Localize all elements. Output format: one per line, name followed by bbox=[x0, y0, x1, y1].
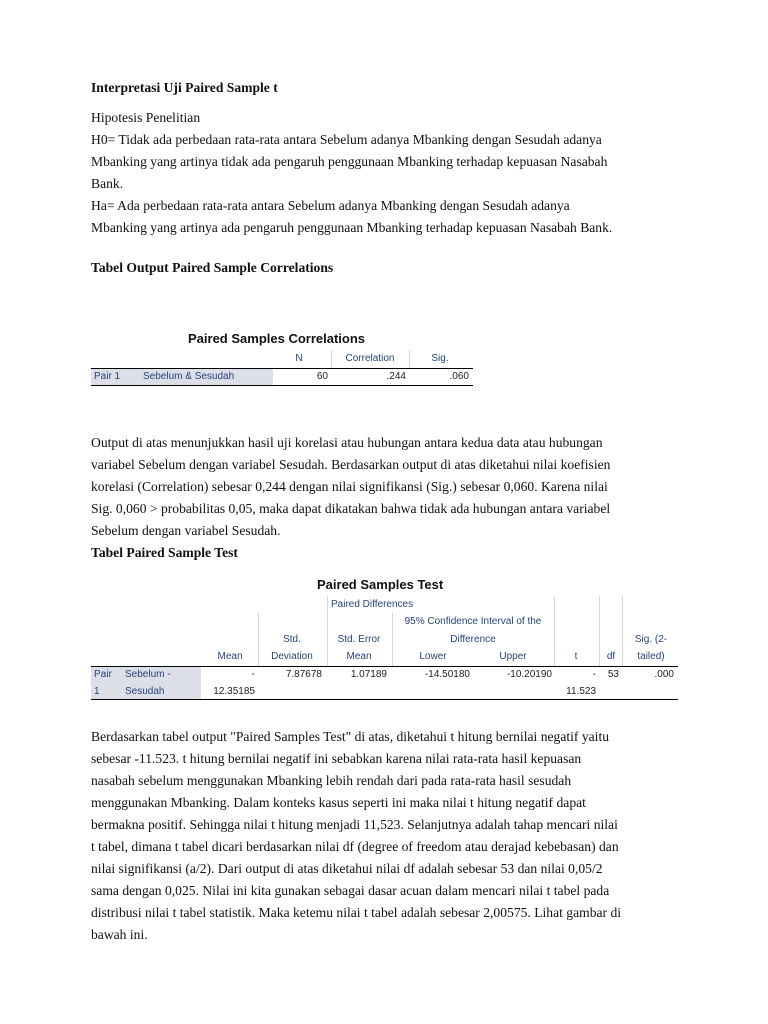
cell-correlation: .244 bbox=[386, 371, 406, 382]
ci-header-line1: 95% Confidence Interval of the bbox=[404, 616, 542, 627]
cell-sig: .060 bbox=[449, 371, 469, 382]
table-rule bbox=[91, 699, 678, 700]
col-header-mean: Mean bbox=[217, 651, 243, 662]
paragraph-line: menggunakan Mbanking. Dalam konteks kasus seperti ini maka nilai t hitung negatif dapat bbox=[91, 795, 586, 810]
hypothesis-line: Mbanking yang artinya tidak ada pengaruh penggunaan Mbanking terhadap kepuasan Nasabah bbox=[91, 154, 608, 169]
paragraph-line: sama dengan 0,025. Nilai ini kita gunakan sebagai dasar acuan dalam mencari nilai t tabel pada bbox=[91, 883, 610, 898]
row-variable-label-line1: Sebelum - bbox=[125, 669, 171, 680]
col-header-n: N bbox=[295, 353, 303, 364]
cell-upper: -10.20190 bbox=[506, 669, 552, 680]
cell-std-error: 1.07189 bbox=[350, 669, 387, 680]
paragraph-line: nasabah sebelum menggunakan Mbanking lebih rendah dari pada rata-rata hasil sesudah bbox=[91, 773, 572, 788]
paragraph-line: nilai signifikansi (a/2). Dari output di atas diketahui nilai df adalah sebesar 53 dan nilai 0,05/2 bbox=[91, 861, 603, 876]
ci-header-line2: Difference bbox=[450, 634, 496, 645]
grid-line bbox=[392, 613, 393, 666]
col-header-correlation: Correlation bbox=[345, 353, 395, 364]
hypothesis-line: Ha= Ada perbedaan rata-rata antara Sebelum adanya Mbanking dengan Sesudah adanya bbox=[91, 198, 570, 213]
cell-mean-line2: 12.35185 bbox=[213, 686, 255, 697]
row-pair-label-line2: 1 bbox=[94, 686, 100, 697]
cell-t-line2: 11.523 bbox=[566, 686, 596, 697]
section-heading-correlations: Tabel Output Paired Sample Correlations bbox=[91, 260, 334, 275]
grid-line bbox=[258, 613, 259, 666]
paragraph-line: t tabel, dimana t tabel dicari berdasarkan nilai df (degree of freedom atau derajad kebebasan) dan bbox=[91, 839, 619, 854]
paragraph-line: Sig. 0,060 > probabilitas 0,05, maka dapat dikatakan bahwa tidak ada hubungan antara variabel bbox=[91, 501, 611, 516]
col-header-std-deviation-line2: Deviation bbox=[271, 651, 313, 662]
col-header-t: t bbox=[574, 651, 578, 662]
document-heading: Interpretasi Uji Paired Sample t bbox=[91, 80, 278, 95]
cell-lower: -14.50180 bbox=[424, 669, 470, 680]
cell-sig: .000 bbox=[654, 669, 674, 680]
col-header-sig: Sig. bbox=[431, 353, 449, 364]
col-header-std-deviation-line1: Std. bbox=[283, 634, 301, 645]
correlations-table-title: Paired Samples Correlations bbox=[188, 331, 366, 346]
row-variable-label: Sebelum & Sesudah bbox=[143, 371, 235, 382]
col-header-lower: Lower bbox=[419, 651, 447, 662]
paragraph-line: Berdasarkan tabel output "Paired Samples Test" di atas, diketahui t hitung bernilai negatif yaitu bbox=[91, 729, 610, 744]
grid-line bbox=[327, 596, 328, 666]
paragraph-line: variabel Sebelum dengan variabel Sesudah. Berdasarkan output di atas diketahui nilai koefisien bbox=[91, 457, 611, 472]
hypothesis-line: Bank. bbox=[91, 176, 124, 191]
hypothesis-line: H0= Tidak ada perbedaan rata-rata antara Sebelum adanya Mbanking dengan Sesudah adanya bbox=[91, 132, 602, 147]
cell-df: 53 bbox=[607, 669, 619, 680]
col-header-upper: Upper bbox=[499, 651, 527, 662]
paragraph-line: korelasi (Correlation) sebesar 0,244 dengan nilai signifikansi (Sig.) sebesar 0,060. Karena nilai bbox=[91, 479, 608, 494]
grid-line bbox=[622, 596, 623, 666]
col-header-df: df bbox=[606, 651, 616, 662]
cell-std-deviation: 7.87678 bbox=[285, 669, 322, 680]
section-heading-test: Tabel Paired Sample Test bbox=[91, 545, 238, 560]
cell-t-line1: - bbox=[592, 669, 596, 680]
col-header-sig-line1: Sig. (2- bbox=[634, 634, 668, 645]
col-header-std-error-line2: Mean bbox=[346, 651, 372, 662]
hypothesis-title: Hipotesis Penelitian bbox=[91, 110, 201, 125]
row-pair-label-line1: Pair bbox=[94, 669, 112, 680]
cell-n: 60 bbox=[316, 371, 328, 382]
row-variable-label-line2: Sesudah bbox=[125, 686, 165, 697]
paragraph-line: sebesar -11.523. t hitung bernilai negatif ini sebabkan karena nilai rata-rata hasil kepuasan bbox=[91, 751, 582, 766]
paragraph-line: bermakna positif. Sehingga nilai t hitung menjadi 11,523. Selanjutnya adalah tahap mencari nilai bbox=[91, 817, 618, 832]
grid-line bbox=[554, 596, 555, 666]
paired-test-table-title: Paired Samples Test bbox=[317, 577, 444, 592]
col-header-std-error-line1: Std. Error bbox=[337, 634, 381, 645]
col-header-sig-line2: tailed) bbox=[637, 651, 665, 662]
cell-mean-line1: - bbox=[251, 669, 255, 680]
group-header-paired-differences: Paired Differences bbox=[331, 599, 414, 610]
paragraph-line: distribusi nilai t tabel statistik. Maka ketemu nilai t tabel adalah sebesar 2,00575. Lihat gambar di bbox=[91, 905, 622, 920]
paragraph-line: bawah ini. bbox=[91, 927, 148, 942]
paragraph-line: Sebelum dengan variabel Sesudah. bbox=[91, 523, 281, 538]
paragraph-line: Output di atas menunjukkan hasil uji korelasi atau hubungan antara kedua data atau hubungan bbox=[91, 435, 603, 450]
grid-line bbox=[599, 596, 600, 666]
hypothesis-line: Mbanking yang artinya ada pengaruh penggunaan Mbanking terhadap kepuasan Nasabah Bank. bbox=[91, 220, 613, 235]
row-pair-label: Pair 1 bbox=[94, 371, 121, 382]
